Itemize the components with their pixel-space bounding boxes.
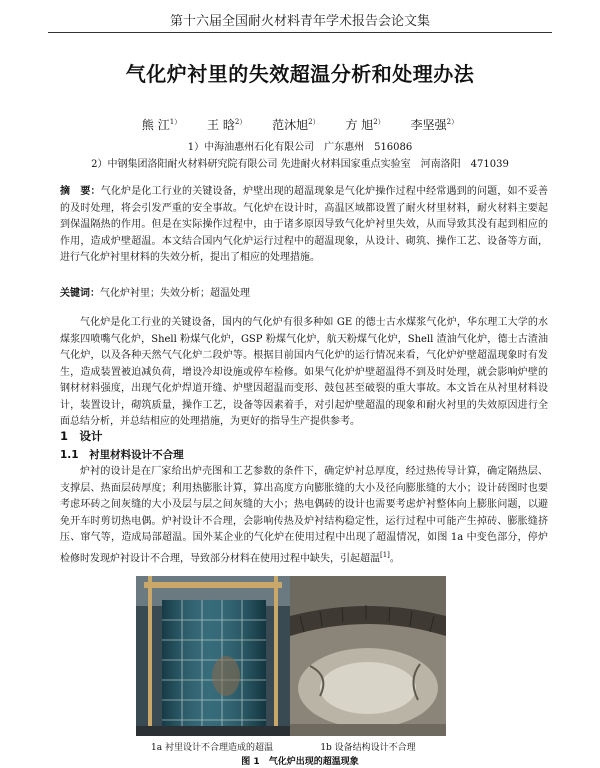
figure-caption-1b: 1b 设备结构设计不合理 [320, 743, 416, 753]
author-list [0, 116, 600, 133]
paper-title: 气化炉衬里的失效超温分析和处理办法 [125, 62, 475, 86]
body-text: 炉衬的设计是在厂家给出炉壳图和工艺参数的条件下，确定炉衬总厚度，经过热传导计算，确定隔热层、支撑层、热面层砖厚度；利用热膨胀计算，算出高度方向膨胀缝的大小及径向膨胀缝的大小；设计砖图时也要考虑环砖之间灰缝的大小及层与层之间灰缝的大小；热电偶砖的设计也需要考虑炉衬整体向上膨胀问题，以避免开车时剪切热电偶。炉衬设计不合理，会影响传热及炉衬结构稳定性，运行过程中可能产生掉砖、膨胀缝挤压、窜气等，造成局部超温。国外某企业的气化炉在使用过程中出现了超温情况，如图 1a 中变色部分，停炉检修时发现炉衬设计不合理，导致部分材料在使用过程中缺失，引起超温 [60, 466, 548, 564]
author-5: 李坚强$^{2)}$ [410, 118, 459, 132]
affiliation-2: 2）中钢集团洛阳耐火材料研究院有限公司 先进耐火材料国家重点实验室 河南洛阳 471039 [91, 159, 509, 170]
section-heading-1-1: 1.1 衬里材料设计不合理 [60, 449, 184, 461]
figure-title: 图 1 气化炉出现的超温现象 [241, 757, 359, 767]
abstract-text: 气化炉是化工行业的关键设备，炉壁出现的超温现象是气化炉操作过程中经常遇到的问题，如不妥善的及时处理，将会引发严重的安全事故。气化炉在设计时，高温区域都设置了耐火材里材料，耐火材料主要起到保温隔热的作用。但是在实际操作过程中，由于诸多原因导致气化炉衬里失效，从而导致其没有起到相应的作用，造成炉壁超温。本文结合国内气化炉运行过程中的超温现象，从设计、砌筑、操作工艺、设备等方面，进行气化炉衬里材料的失效分析，提出了相应的处理措施。 [60, 186, 549, 263]
keywords-text: 气化炉衬里；失效分析；超温处理 [100, 288, 250, 299]
author-4: 方 旭$^{2)}$ [345, 118, 385, 132]
refractory-lining-photo-svg [290, 576, 446, 736]
abstract-label: 摘 要： [60, 186, 101, 197]
author-2: 王 晗$^{2)}$ [207, 118, 247, 132]
intro-paragraph: 气化炉是化工行业的关键设备，国内的气化炉有很多种如 GE 的德士古水煤浆气化炉，华东理工大学的水煤浆四喷嘴气化炉，Shell 粉煤气化炉，GSP 粉煤气化炉，航天粉煤气化炉，Shell 渣油气化炉，德士古渣油气化炉，以及各种天然气气化炉二段炉等。根据目前国内气化炉的运行情况来看，气化炉炉壁超温现象时有发生，造成装置被迫减负荷，增设冷却设施或停车检修。如果气化炉炉壁超温得不到及时处理，就会影响炉壁的钢材材料强度，出现气化炉焊道开缝、炉壁因超温而变形、鼓包甚至破裂的重大事故。本文旨在从衬里材料设计，装置设计，砌筑质量，操作工艺，设备等因素着手，对引起炉壁超温的现象和耐火衬里的失效原因进行全面总结分析，并总结相应的处理措施，为更好的指导生产提供参考。 [60, 317, 548, 427]
affiliation-1: 1）中海油惠州石化有限公司 广东惠州 516086 [187, 142, 413, 153]
figure-caption-1a: 1a 衬里设计不合理造成的超温 [151, 743, 273, 753]
body-paragraph [60, 464, 548, 567]
refractory-lining-photo [290, 576, 446, 736]
abstract [60, 184, 548, 267]
gasifier-vessel-photo [136, 576, 290, 736]
body-end: 。 [389, 552, 400, 564]
gasifier-vessel-photo-svg [136, 576, 290, 736]
running-header: 第十六届全国耐火材料青年学术报告会论文集 [48, 10, 552, 33]
author-1: 熊 江$^{1)}$ [141, 118, 182, 132]
author-3: 范沐旭$^{2)}$ [272, 118, 320, 132]
keywords-label: 关键词： [60, 288, 100, 299]
section-heading-1: 1 设计 [60, 429, 103, 443]
keywords [60, 286, 548, 302]
citation-ref: [1] [380, 550, 390, 559]
